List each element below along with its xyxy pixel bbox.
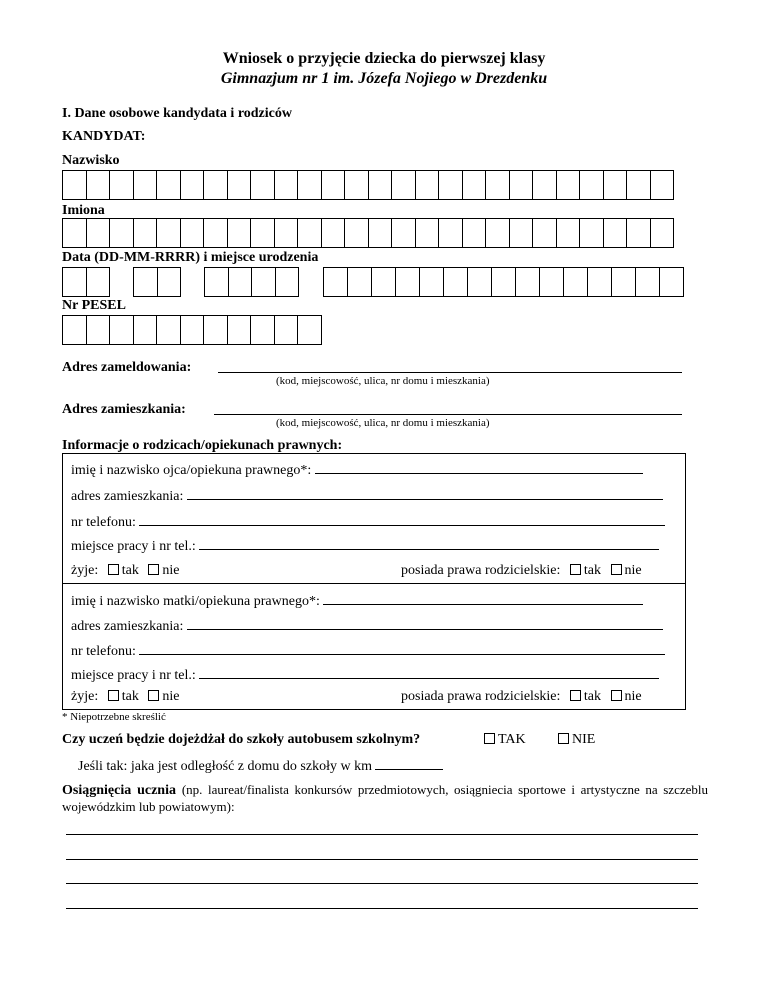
mother-box [62,583,686,710]
character-cell[interactable] [298,316,322,344]
character-cell[interactable] [322,219,346,247]
father-name-label: imię i nazwisko ojca/opiekuna prawnego*: [71,463,312,478]
birth-place-cells[interactable] [323,267,684,297]
character-cell[interactable] [564,268,588,296]
mother-rights-yes-checkbox[interactable] [570,690,581,701]
section-heading: I. Dane osobowe kandydata i rodziców [62,106,292,121]
character-cell[interactable] [627,219,651,247]
mother-alive-yes-checkbox[interactable] [108,690,119,701]
mother-rights-no-label: nie [624,689,642,704]
parents-heading: Informacje o rodzicach/opiekunach prawnych: [62,438,343,453]
bus-no-checkbox[interactable] [558,733,569,744]
mother-rights-label: posiada prawa rodzicielskie: [401,689,561,704]
character-cell[interactable] [298,219,322,247]
character-cell[interactable] [275,316,299,344]
mother-phone-label: nr telefonu: [71,644,136,659]
character-cell[interactable] [345,219,369,247]
character-cell[interactable] [580,219,604,247]
character-cell[interactable] [63,316,87,344]
character-cell[interactable] [110,219,134,247]
mother-alive-no-label: nie [162,689,180,704]
character-cell[interactable] [468,268,492,296]
character-cell[interactable] [110,171,134,199]
character-cell[interactable] [533,219,557,247]
character-cell[interactable] [651,219,675,247]
residence-address-label: Adres zamieszkania: [62,402,186,417]
birth-month-cells[interactable] [133,267,181,297]
character-cell[interactable] [134,171,158,199]
character-cell[interactable] [63,268,87,296]
residence-address-hint: (kod, miejscowość, ulica, nr domu i mieszkania) [276,417,490,429]
character-cell[interactable] [63,219,87,247]
character-cell[interactable] [275,219,299,247]
character-cell[interactable] [439,171,463,199]
character-cell[interactable] [612,268,636,296]
character-cell[interactable] [157,219,181,247]
registered-address-line[interactable] [218,372,682,373]
character-cell[interactable] [444,268,468,296]
father-alive-yes-checkbox[interactable] [108,564,119,575]
character-cell[interactable] [251,219,275,247]
character-cell[interactable] [660,268,684,296]
form-title: Wniosek o przyjęcie dziecka do pierwszej klasy [222,50,546,67]
character-cell[interactable] [228,219,252,247]
character-cell[interactable] [181,171,205,199]
character-cell[interactable] [392,171,416,199]
father-address-field[interactable] [187,487,663,500]
birth-label: Data (DD-MM-RRRR) i miejsce urodzenia [62,250,319,265]
achievements-line-3[interactable] [66,883,698,884]
character-cell[interactable] [392,219,416,247]
father-alive-no-label: nie [162,563,180,578]
mother-name-label: imię i nazwisko matki/opiekuna prawnego*: [71,594,320,609]
names-cells[interactable] [62,218,674,248]
father-rights-label: posiada prawa rodzicielskie: [401,563,561,578]
father-rights-yes-checkbox[interactable] [570,564,581,575]
character-cell[interactable] [369,171,393,199]
registered-address-hint: (kod, miejscowość, ulica, nr domu i mieszkania) [276,375,490,387]
character-cell[interactable] [439,219,463,247]
character-cell[interactable] [420,268,444,296]
achievements-line-2[interactable] [66,859,698,860]
father-rights-no-label: nie [624,563,642,578]
surname-cells[interactable] [62,170,674,200]
character-cell[interactable] [275,171,299,199]
character-cell[interactable] [276,268,300,296]
pesel-cells[interactable] [62,315,322,345]
character-cell[interactable] [510,219,534,247]
father-rights-yes-label: tak [583,563,601,578]
mother-alive-label: żyje: [71,689,99,704]
character-cell[interactable] [134,219,158,247]
character-cell[interactable] [345,171,369,199]
character-cell[interactable] [181,316,205,344]
character-cell[interactable] [204,171,228,199]
character-cell[interactable] [348,268,372,296]
character-cell[interactable] [229,268,253,296]
character-cell[interactable] [604,219,628,247]
achievements-line-1[interactable] [66,834,698,835]
bus-distance-label: Jeśli tak: jaka jest odległość z domu do szkoły w km [78,759,372,774]
character-cell[interactable] [324,268,348,296]
bus-yes-checkbox[interactable] [484,733,495,744]
character-cell[interactable] [396,268,420,296]
character-cell[interactable] [580,171,604,199]
registered-address-label: Adres zameldowania: [62,360,192,375]
character-cell[interactable] [516,268,540,296]
character-cell[interactable] [181,219,205,247]
birth-day-cells[interactable] [62,267,110,297]
bus-yes-label: TAK [498,732,526,747]
father-address-label: adres zamieszkania: [71,489,184,504]
achievements-line-4[interactable] [66,908,698,909]
school-name: Gimnazjum nr 1 im. Józefa Nojiego w Drezdenku [220,70,548,87]
achievements-block [62,782,708,816]
character-cell[interactable] [486,171,510,199]
character-cell[interactable] [651,171,675,199]
mother-rights-yes-label: tak [583,689,601,704]
mother-alive-no-checkbox[interactable] [148,690,159,701]
mother-work-label: miejsce pracy i nr tel.: [71,668,196,683]
character-cell[interactable] [369,219,393,247]
mother-rights-no-checkbox[interactable] [611,690,622,701]
surname-label: Nazwisko [62,153,120,168]
candidate-heading: KANDYDAT: [62,129,146,144]
father-alive-label: żyje: [71,563,99,578]
character-cell[interactable] [416,219,440,247]
mother-phone-field[interactable] [139,642,665,655]
character-cell[interactable] [557,171,581,199]
father-phone-field[interactable] [139,513,665,526]
character-cell[interactable] [604,171,628,199]
bus-yes-option[interactable] [484,732,526,748]
character-cell[interactable] [205,268,229,296]
names-label: Imiona [62,203,105,218]
bus-no-option[interactable] [558,732,595,748]
character-cell[interactable] [588,268,612,296]
character-cell[interactable] [251,171,275,199]
character-cell[interactable] [63,171,87,199]
character-cell[interactable] [87,171,111,199]
character-cell[interactable] [158,268,182,296]
mother-work-field[interactable] [199,666,659,679]
character-cell[interactable] [204,219,228,247]
residence-address-line[interactable] [214,414,682,415]
character-cell[interactable] [157,316,181,344]
character-cell[interactable] [463,171,487,199]
birth-year-cells[interactable] [204,267,299,297]
character-cell[interactable] [322,171,346,199]
mother-alive-yes-label: tak [121,689,139,704]
character-cell[interactable] [157,171,181,199]
father-alive-yes-label: tak [121,563,139,578]
father-rights-no-checkbox[interactable] [611,564,622,575]
character-cell[interactable] [463,219,487,247]
father-name-field[interactable] [315,461,643,474]
character-cell[interactable] [416,171,440,199]
character-cell[interactable] [134,268,158,296]
character-cell[interactable] [627,171,651,199]
achievements-label: Osiągnięcia ucznia [62,783,176,798]
character-cell[interactable] [110,316,134,344]
father-phone-label: nr telefonu: [71,515,136,530]
character-cell[interactable] [228,171,252,199]
character-cell[interactable] [372,268,396,296]
character-cell[interactable] [204,316,228,344]
character-cell[interactable] [540,268,564,296]
father-work-field[interactable] [199,537,659,550]
character-cell[interactable] [134,316,158,344]
bus-question: Czy uczeń będzie dojeżdżał do szkoły autobusem szkolnym? [62,732,421,747]
character-cell[interactable] [251,316,275,344]
father-work-label: miejsce pracy i nr tel.: [71,539,196,554]
character-cell[interactable] [87,268,111,296]
character-cell[interactable] [252,268,276,296]
character-cell[interactable] [228,316,252,344]
footnote: * Niepotrzebne skreślić [62,711,166,723]
bus-distance-field[interactable] [375,757,443,770]
mother-address-field[interactable] [187,617,663,630]
mother-address-label: adres zamieszkania: [71,619,184,634]
achievements-description: (np. laureat/finalista konkursów przedmiotowych, osiągniecia sportowe i artystyczne na szczeblu wojewódzkim lub powiatowym): [62,782,708,814]
father-alive-no-checkbox[interactable] [148,564,159,575]
character-cell[interactable] [492,268,516,296]
bus-no-label: NIE [572,732,596,747]
father-box [62,453,686,584]
character-cell[interactable] [486,219,510,247]
pesel-label: Nr PESEL [62,298,126,313]
character-cell[interactable] [533,171,557,199]
character-cell[interactable] [557,219,581,247]
character-cell[interactable] [87,316,111,344]
character-cell[interactable] [87,219,111,247]
character-cell[interactable] [510,171,534,199]
mother-name-field[interactable] [323,592,643,605]
character-cell[interactable] [636,268,660,296]
character-cell[interactable] [298,171,322,199]
